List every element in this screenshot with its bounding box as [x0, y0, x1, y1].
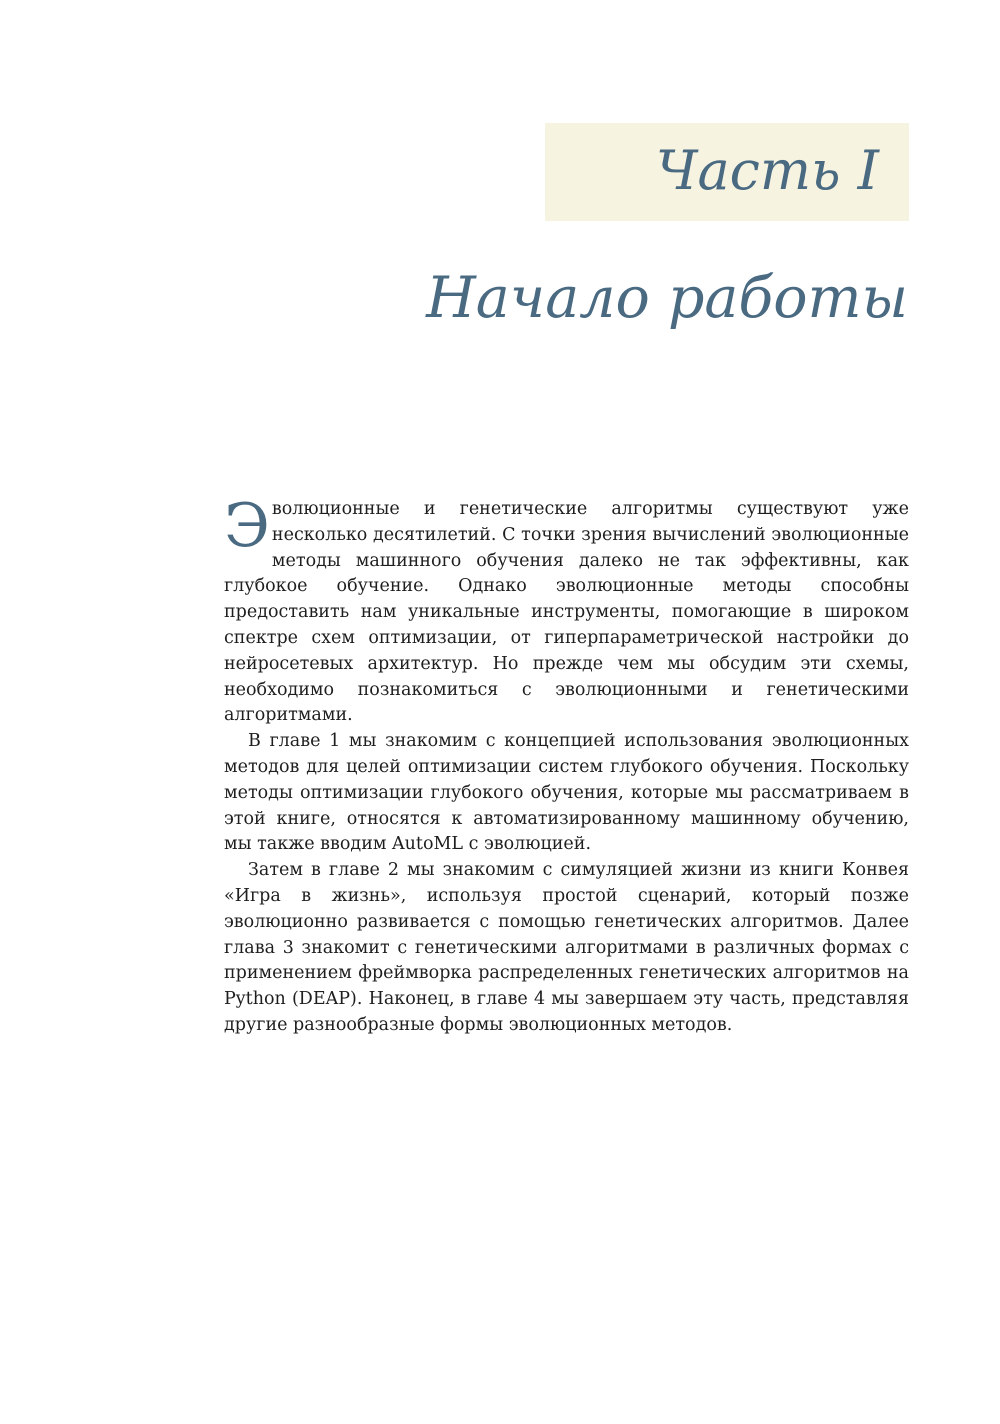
intro-text [224, 491, 909, 1039]
intro-paragraph-1 [224, 491, 909, 729]
intro-paragraph-2: В главе 1 мы знакомим с концепцией использования эволюционных методов для целей оптимизации систем глубокого обучения. Поскольку методы оптимизации глубокого обучения, которые мы рассматриваем в этой книге, относятся к автоматизированному машинному обучению, мы также вводим AutoML с эволюцией. [224, 731, 909, 855]
intro-paragraph-1-text: волюционные и генетические алгоритмы существуют уже несколько десятилетий. С точки зрения вычислений эволюционные методы машинного обучения далеко не так эффективны, как глубокое обучение. Однако эволюционные методы способны предоставить нам уникальные инструменты, помогающие в широком спектре схем оптимизации, от гиперпараметрической настройки до нейросетевых архитектур. Но прежде чем мы обсудим эти схемы, необходимо познакомиться с эволюционными и генетическими алгоритмами. [224, 499, 909, 726]
drop-cap: Э [224, 491, 270, 561]
chapter-title: Начало работы [426, 265, 908, 331]
intro-paragraph-3: Затем в главе 2 мы знакомим с симуляцией жизни из книги Конвея «Игра в жизнь», используя простой сценарий, который позже эволюционно развивается с помощью генетических алгоритмов. Далее глава 3 знакомит с генетическими алгоритмами в различных формах с применением фреймворка распределенных генетических алгоритмов на Python (DEAP). Наконец, в главе 4 мы завершаем эту часть, представляя другие разнообразные формы эволюционных методов. [224, 860, 909, 1035]
part-title-box [545, 123, 909, 221]
part-title: Часть I [655, 139, 879, 202]
